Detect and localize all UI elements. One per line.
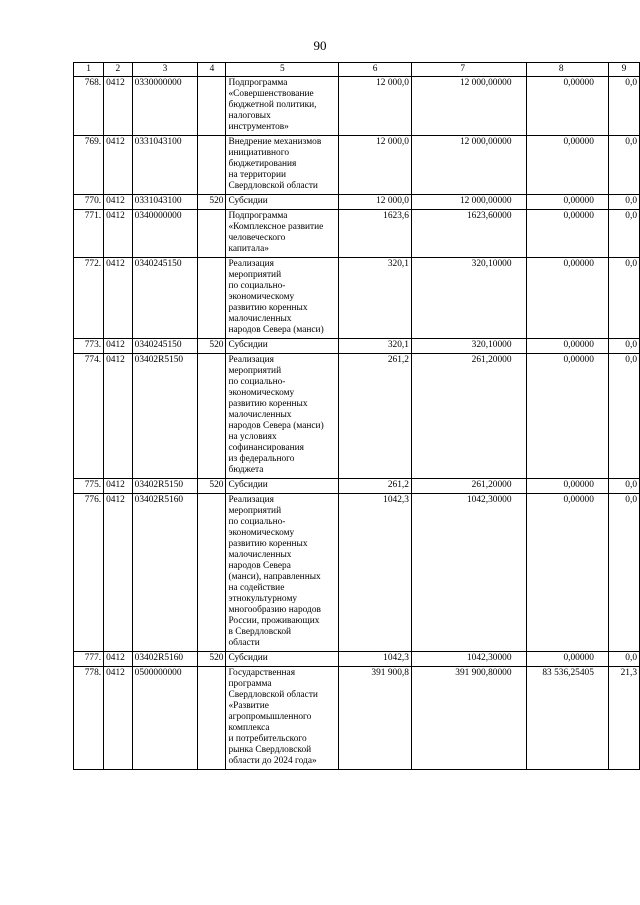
planned-amount-cell: 1042,3	[339, 652, 412, 667]
header-col-8: 8	[526, 63, 608, 77]
approved-amount-cell: 261,20000	[411, 354, 526, 479]
planned-amount-cell: 391 900,8	[339, 667, 412, 770]
item-name-cell: Государственная программа Свердловской области «Развитие агропромышленного комплекса и потребительского рынка Свердловской области до 2024 года»	[226, 667, 339, 770]
execution-percent-cell: 0,0	[608, 77, 639, 136]
expense-type-code-cell	[198, 667, 226, 770]
approved-amount-cell: 12 000,00000	[411, 195, 526, 210]
target-item-code-cell: 0340245150	[132, 258, 198, 339]
expense-type-code-cell	[198, 354, 226, 479]
expense-type-code-cell	[198, 210, 226, 258]
row-number-cell: 770.	[74, 195, 104, 210]
item-name-cell: Реализация мероприятий по социально- экономическому развитию коренных малочисленных народов Севера (манси) на условиях софинансирования из федерального бюджета	[226, 354, 339, 479]
planned-amount-cell: 1042,3	[339, 494, 412, 652]
target-item-code-cell: 03402R5160	[132, 494, 198, 652]
planned-amount-cell: 12 000,0	[339, 195, 412, 210]
item-name-cell: Внедрение механизмов инициативного бюджетирования на территории Свердловской области	[226, 136, 339, 195]
planned-amount-cell: 261,2	[339, 354, 412, 479]
executed-amount-cell: 0,00000	[526, 354, 608, 479]
table-row	[74, 652, 640, 667]
target-item-code-cell: 0331043100	[132, 195, 198, 210]
section-code-cell: 0412	[104, 667, 133, 770]
executed-amount-cell: 0,00000	[526, 195, 608, 210]
execution-percent-cell: 0,0	[608, 479, 639, 494]
item-name-cell: Подпрограмма «Комплексное развитие человеческого капитала»	[226, 210, 339, 258]
item-name-cell: Реализация мероприятий по социально- экономическому развитию коренных малочисленных народов Севера (манси), направленных на содействие этнокультурному многообразию народов России, проживающих в Свердловской области	[226, 494, 339, 652]
expense-type-code-cell	[198, 258, 226, 339]
executed-amount-cell: 0,00000	[526, 479, 608, 494]
header-col-3: 3	[132, 63, 198, 77]
table-row	[74, 494, 640, 652]
approved-amount-cell: 320,10000	[411, 258, 526, 339]
table-row	[74, 479, 640, 494]
planned-amount-cell: 12 000,0	[339, 77, 412, 136]
header-col-1: 1	[74, 63, 104, 77]
expense-type-code-cell	[198, 77, 226, 136]
section-code-cell: 0412	[104, 77, 133, 136]
approved-amount-cell: 391 900,80000	[411, 667, 526, 770]
header-col-5: 5	[226, 63, 339, 77]
budget-table	[73, 62, 640, 770]
row-number-cell: 769.	[74, 136, 104, 195]
table-row	[74, 210, 640, 258]
expense-type-code-cell: 520	[198, 339, 226, 354]
section-code-cell: 0412	[104, 339, 133, 354]
item-name-cell: Субсидии	[226, 195, 339, 210]
approved-amount-cell: 320,10000	[411, 339, 526, 354]
row-number-cell: 778.	[74, 667, 104, 770]
approved-amount-cell: 1042,30000	[411, 652, 526, 667]
section-code-cell: 0412	[104, 195, 133, 210]
row-number-cell: 772.	[74, 258, 104, 339]
target-item-code-cell: 0340000000	[132, 210, 198, 258]
executed-amount-cell: 0,00000	[526, 652, 608, 667]
approved-amount-cell: 12 000,00000	[411, 136, 526, 195]
target-item-code-cell: 03402R5150	[132, 354, 198, 479]
execution-percent-cell: 0,0	[608, 210, 639, 258]
table-row	[74, 354, 640, 479]
row-number-cell: 777.	[74, 652, 104, 667]
header-col-9: 9	[608, 63, 639, 77]
planned-amount-cell: 12 000,0	[339, 136, 412, 195]
expense-type-code-cell: 520	[198, 195, 226, 210]
table-row	[74, 339, 640, 354]
approved-amount-cell: 1042,30000	[411, 494, 526, 652]
section-code-cell: 0412	[104, 136, 133, 195]
row-number-cell: 776.	[74, 494, 104, 652]
row-number-cell: 774.	[74, 354, 104, 479]
expense-type-code-cell: 520	[198, 479, 226, 494]
target-item-code-cell: 0330000000	[132, 77, 198, 136]
table-row	[74, 667, 640, 770]
approved-amount-cell: 12 000,00000	[411, 77, 526, 136]
item-name-cell: Реализация мероприятий по социально- экономическому развитию коренных малочисленных народов Севера (манси)	[226, 258, 339, 339]
expense-type-code-cell	[198, 136, 226, 195]
row-number-cell: 773.	[74, 339, 104, 354]
target-item-code-cell: 03402R5150	[132, 479, 198, 494]
budget-table-body	[74, 63, 640, 770]
section-code-cell: 0412	[104, 479, 133, 494]
planned-amount-cell: 320,1	[339, 258, 412, 339]
table-row	[74, 258, 640, 339]
executed-amount-cell: 0,00000	[526, 136, 608, 195]
execution-percent-cell: 0,0	[608, 354, 639, 479]
header-col-6: 6	[339, 63, 412, 77]
expense-type-code-cell: 520	[198, 652, 226, 667]
item-name-cell: Субсидии	[226, 479, 339, 494]
executed-amount-cell: 0,00000	[526, 339, 608, 354]
planned-amount-cell: 1623,6	[339, 210, 412, 258]
section-code-cell: 0412	[104, 652, 133, 667]
execution-percent-cell: 0,0	[608, 339, 639, 354]
execution-percent-cell: 0,0	[608, 195, 639, 210]
table-row	[74, 77, 640, 136]
execution-percent-cell: 0,0	[608, 136, 639, 195]
planned-amount-cell: 320,1	[339, 339, 412, 354]
executed-amount-cell: 0,00000	[526, 77, 608, 136]
header-col-2: 2	[104, 63, 133, 77]
executed-amount-cell: 0,00000	[526, 210, 608, 258]
execution-percent-cell: 0,0	[608, 652, 639, 667]
target-item-code-cell: 0340245150	[132, 339, 198, 354]
page-number: 90	[313, 38, 327, 53]
planned-amount-cell: 261,2	[339, 479, 412, 494]
row-number-cell: 768.	[74, 77, 104, 136]
section-code-cell: 0412	[104, 494, 133, 652]
executed-amount-cell: 0,00000	[526, 258, 608, 339]
item-name-cell: Субсидии	[226, 339, 339, 354]
expense-type-code-cell	[198, 494, 226, 652]
target-item-code-cell: 03402R5160	[132, 652, 198, 667]
target-item-code-cell: 0331043100	[132, 136, 198, 195]
item-name-cell: Подпрограмма «Совершенствование бюджетной политики, налоговых инструментов»	[226, 77, 339, 136]
approved-amount-cell: 261,20000	[411, 479, 526, 494]
target-item-code-cell: 0500000000	[132, 667, 198, 770]
approved-amount-cell: 1623,60000	[411, 210, 526, 258]
table-header-row	[74, 63, 640, 77]
table-row	[74, 195, 640, 210]
section-code-cell: 0412	[104, 354, 133, 479]
executed-amount-cell: 0,00000	[526, 494, 608, 652]
item-name-cell: Субсидии	[226, 652, 339, 667]
executed-amount-cell: 83 536,25405	[526, 667, 608, 770]
execution-percent-cell: 0,0	[608, 258, 639, 339]
row-number-cell: 775.	[74, 479, 104, 494]
section-code-cell: 0412	[104, 258, 133, 339]
header-col-4: 4	[198, 63, 226, 77]
header-col-7: 7	[411, 63, 526, 77]
execution-percent-cell: 0,0	[608, 494, 639, 652]
table-row	[74, 136, 640, 195]
execution-percent-cell: 21,3	[608, 667, 639, 770]
section-code-cell: 0412	[104, 210, 133, 258]
row-number-cell: 771.	[74, 210, 104, 258]
